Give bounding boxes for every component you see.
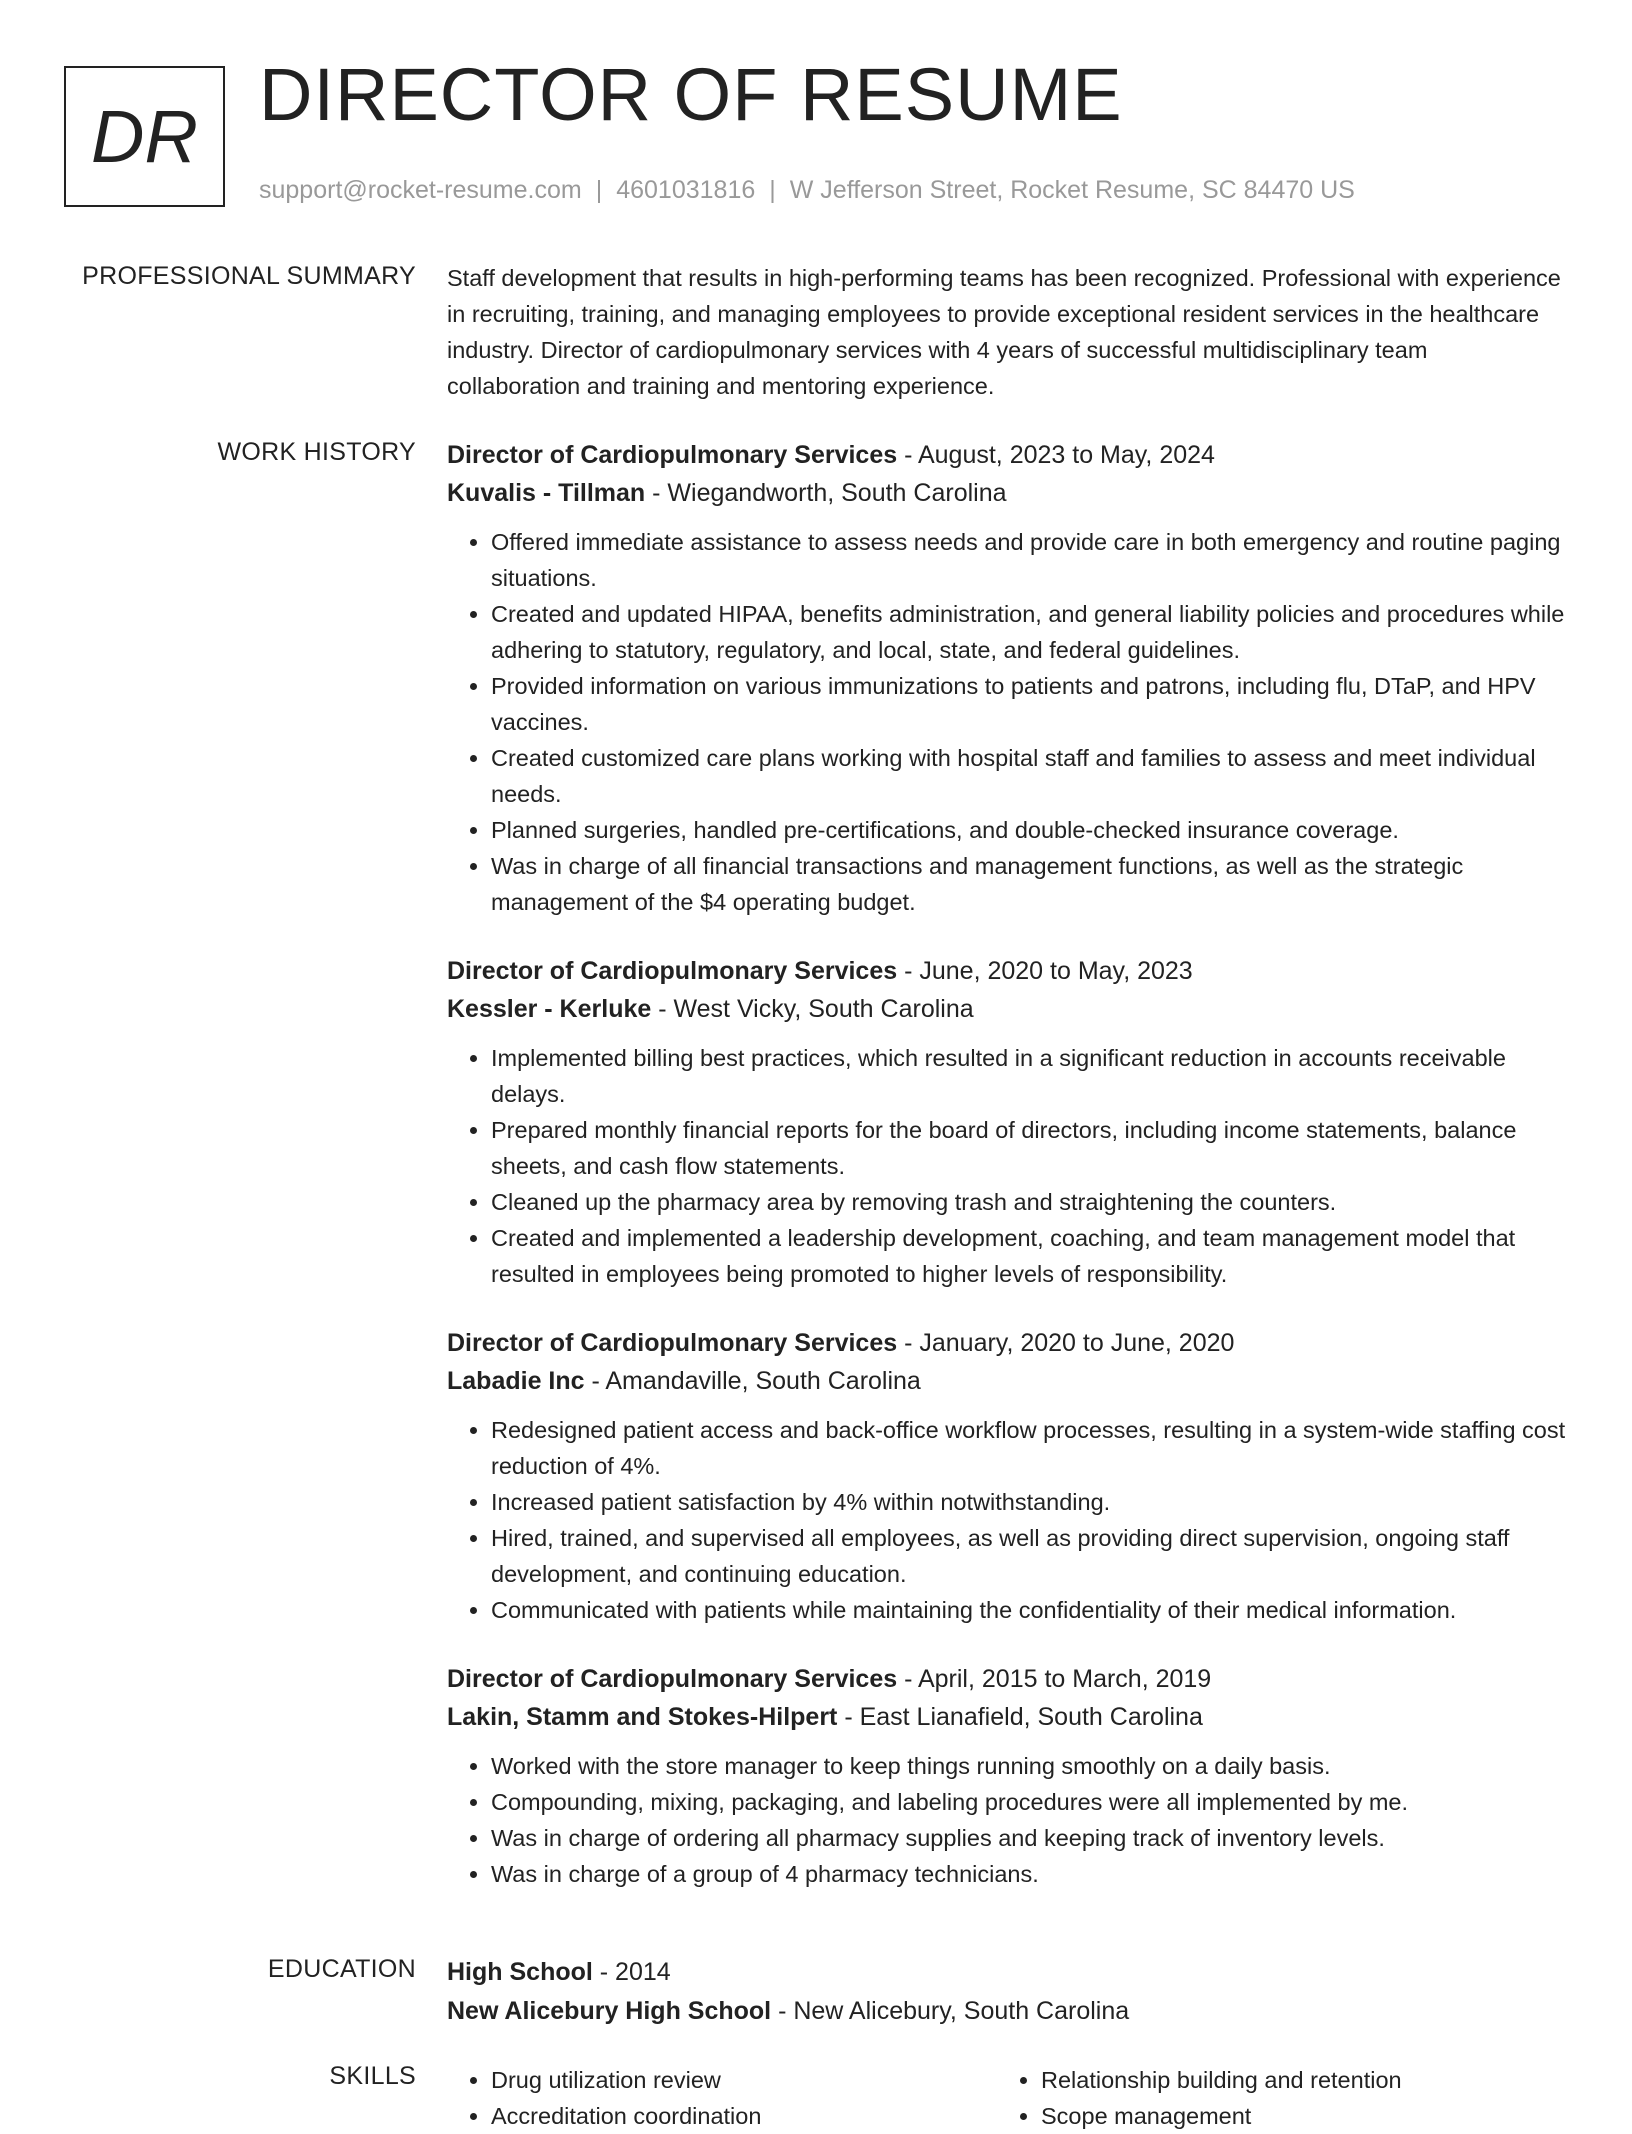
job-bullet: • Worked with the store manager to keep things running smoothly on a daily basis. (491, 1748, 1567, 1784)
education-school: New Alicebury High School (447, 1997, 772, 2025)
contact-email: support@rocket-resume.com (259, 176, 582, 204)
job-entry (447, 952, 1567, 1292)
contact-address: W Jefferson Street, Rocket Resume, SC 84470 US (789, 176, 1355, 204)
contact-line (259, 176, 1355, 205)
work-history-body (447, 436, 1567, 1924)
job-bullet: • Compounding, mixing, packaging, and labeling procedures were all implemented by me. (491, 1784, 1567, 1820)
skill-item: • Relationship building and retention (1041, 2062, 1547, 2098)
job-title: Director of Cardiopulmonary Services (447, 441, 898, 469)
job-dates: - January, 2020 to June, 2020 (897, 1329, 1235, 1357)
job-location: - West Vicky, South Carolina (651, 995, 974, 1023)
job-title: Director of Cardiopulmonary Services (447, 1329, 898, 1357)
education-school-line (447, 1992, 1567, 2031)
skills-label: SKILLS (329, 2062, 416, 2090)
work-history-label: WORK HISTORY (217, 438, 416, 466)
job-entry (447, 1660, 1567, 1892)
education-year: - 2014 (592, 1958, 671, 1986)
job-title-line (447, 1660, 1567, 1698)
skills-list-left (447, 2062, 997, 2134)
education-location: - New Alicebury, South Carolina (771, 1997, 1130, 2025)
job-company-line (447, 1362, 1567, 1400)
job-bullets (447, 1412, 1567, 1628)
job-company: Kessler - Kerluke (447, 995, 652, 1023)
job-bullet: • Hired, trained, and supervised all employees, as well as providing direct supervision, ongoing staff development, and continuing education. (491, 1520, 1567, 1592)
job-company: Lakin, Stamm and Stokes-Hilpert (447, 1703, 838, 1731)
job-bullets (447, 524, 1567, 920)
skill-item: • Scope management (1041, 2098, 1547, 2134)
initials-monogram (64, 66, 225, 207)
job-bullet: • Implemented billing best practices, which resulted in a significant reduction in accounts receivable delays. (491, 1040, 1567, 1112)
skills-list-right (997, 2062, 1547, 2134)
job-bullet: • Prepared monthly financial reports for the board of directors, including income statements, balance sheets, and cash flow statements. (491, 1112, 1567, 1184)
job-bullet: • Increased patient satisfaction by 4% within notwithstanding. (491, 1484, 1567, 1520)
job-title-line (447, 436, 1567, 474)
skill-item: • Accreditation coordination (491, 2098, 997, 2134)
job-company-line (447, 1698, 1567, 1736)
job-bullet: • Offered immediate assistance to assess needs and provide care in both emergency and routine paging situations. (491, 524, 1567, 596)
job-bullet: • Redesigned patient access and back-office workflow processes, resulting in a system-wide staffing cost reduction of 4%. (491, 1412, 1567, 1484)
job-title: Director of Cardiopulmonary Services (447, 957, 898, 985)
contact-separator: | (595, 176, 603, 204)
skill-item: • Drug utilization review (491, 2062, 997, 2098)
skills-body (447, 2062, 1567, 2134)
job-entry (447, 1324, 1567, 1628)
job-company: Labadie Inc (447, 1367, 585, 1395)
job-dates: - June, 2020 to May, 2023 (897, 957, 1193, 985)
job-company-line (447, 990, 1567, 1028)
job-bullet: • Cleaned up the pharmacy area by removing trash and straightening the counters. (491, 1184, 1567, 1220)
job-bullet: • Created customized care plans working with hospital staff and families to assess and meet individual needs. (491, 740, 1567, 812)
job-bullet: • Created and updated HIPAA, benefits administration, and general liability policies and procedures while adhering to statutory, regulatory, and local, state, and federal guidelines. (491, 596, 1567, 668)
candidate-name: DIRECTOR OF RESUME (259, 53, 1123, 136)
job-bullet: • Provided information on various immunizations to patients and patrons, including flu, DTaP, and HPV vaccines. (491, 668, 1567, 740)
job-company: Kuvalis - Tillman (447, 479, 646, 507)
summary-text: Staff development that results in high-performing teams has been recognized. Professional with experience in recruiting, training, and managing employees to provide exceptional resident services in the healthcare industry. Director of cardiopulmonary services with 4 years of successful multidisciplinary team collaboration and training and mentoring experience. (447, 265, 1561, 399)
job-bullet: • Was in charge of a group of 4 pharmacy technicians. (491, 1856, 1567, 1892)
job-bullet: • Communicated with patients while maintaining the confidentiality of their medical information. (491, 1592, 1567, 1628)
education-degree: High School (447, 1958, 593, 1986)
job-location: - Wiegandworth, South Carolina (645, 479, 1007, 507)
job-bullet: • Was in charge of all financial transactions and management functions, as well as the strategic management of the $4 operating budget. (491, 848, 1567, 920)
job-title-line (447, 1324, 1567, 1362)
job-bullet: • Created and implemented a leadership development, coaching, and team management model that resulted in employees being promoted to higher levels of responsibility. (491, 1220, 1567, 1292)
contact-separator: | (769, 176, 776, 204)
job-bullet: • Was in charge of ordering all pharmacy supplies and keeping track of inventory levels. (491, 1820, 1567, 1856)
job-location: - Amandaville, South Carolina (584, 1367, 921, 1395)
job-location: - East Lianafield, South Carolina (837, 1703, 1203, 1731)
summary-label: PROFESSIONAL SUMMARY (82, 262, 416, 290)
job-bullet: • Planned surgeries, handled pre-certifications, and double-checked insurance coverage. (491, 812, 1567, 848)
initials-text: DR (91, 95, 198, 178)
summary-body (447, 260, 1567, 404)
contact-phone: 4601031816 (616, 176, 756, 204)
job-company-line (447, 474, 1567, 512)
job-entry (447, 436, 1567, 920)
job-title: Director of Cardiopulmonary Services (447, 1665, 898, 1693)
job-dates: - April, 2015 to March, 2019 (897, 1665, 1212, 1693)
job-bullets (447, 1748, 1567, 1892)
education-label: EDUCATION (267, 1955, 416, 1983)
job-dates: - August, 2023 to May, 2024 (897, 441, 1215, 469)
job-bullets (447, 1040, 1567, 1292)
education-body (447, 1953, 1567, 2031)
job-title-line (447, 952, 1567, 990)
education-degree-line (447, 1953, 1567, 1992)
